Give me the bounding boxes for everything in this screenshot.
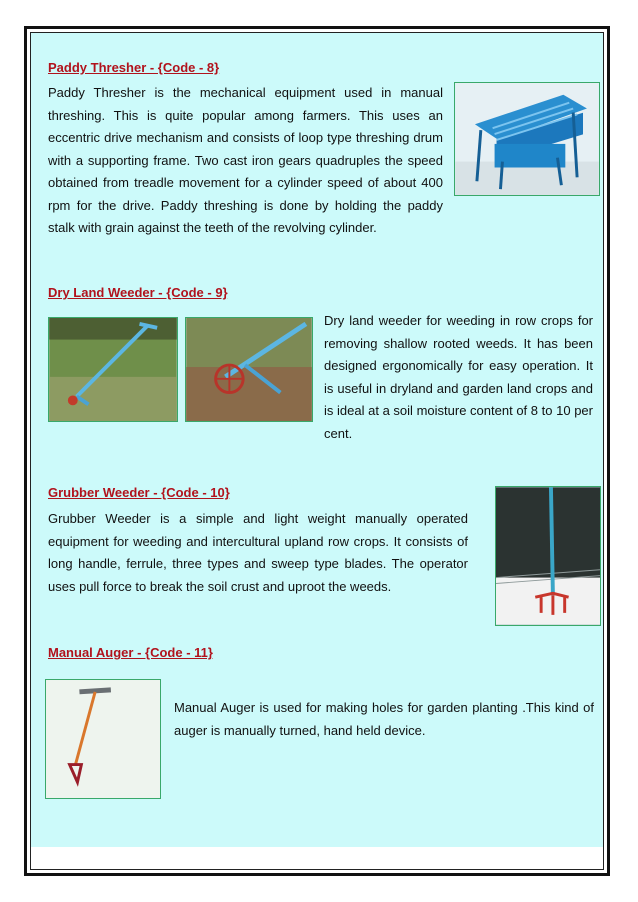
dry-land-weeder-photo-2 xyxy=(185,317,313,422)
paddy-thresher-heading: Paddy Thresher - {Code - 8} xyxy=(48,60,220,75)
grubber-weeder-photo-icon xyxy=(496,487,600,625)
grubber-weeder-heading: Grubber Weeder - {Code - 10} xyxy=(48,485,230,500)
dry-land-weeder-closeup-icon xyxy=(186,318,312,421)
paddy-thresher-photo-icon xyxy=(455,83,599,195)
manual-auger-description: Manual Auger is used for making holes for garden planting .This kind of auger is manually turned, hand held device. xyxy=(174,700,594,738)
manual-auger-photo xyxy=(45,679,161,799)
dry-land-weeder-description: Dry land weeder for weeding in row crops for removing shallow rooted weeds. It has been designed ergonomically for easy operation. It is useful in dryland and garden land crops and is ideal at a soil moisture content of 8 to 10 per cent. xyxy=(324,313,593,441)
dry-land-weeder-photo-1 xyxy=(48,317,178,422)
dry-land-weeder-heading: Dry Land Weeder - {Code - 9} xyxy=(48,285,228,300)
manual-auger-photo-icon xyxy=(46,680,160,798)
grubber-weeder-description: Grubber Weeder is a simple and light weight manually operated equipment for weeding and intercultural upland row crops. It consists of long handle, ferrule, three types and sweep type blades. The operator uses pull force to break the soil crust and uproot the weeds. xyxy=(48,511,468,594)
dry-land-weeder-photo-icon xyxy=(49,318,177,421)
manual-auger-heading: Manual Auger - {Code - 11} xyxy=(48,645,213,660)
grubber-weeder-photo xyxy=(495,486,601,626)
paddy-thresher-description: Paddy Thresher is the mechanical equipment used in manual threshing. This is quite popular among farmers. This uses an eccentric drive mechanism and consists of loop type threshing drum with a supporting frame. Two cast iron gears quadruples the speed obtained from treadle movement for a cylinder speed of about 400 rpm for the drive. Paddy threshing is done by holding the paddy stalk with grain against the teeth of the revolving cylinder. xyxy=(48,85,443,235)
paddy-thresher-photo xyxy=(454,82,600,196)
